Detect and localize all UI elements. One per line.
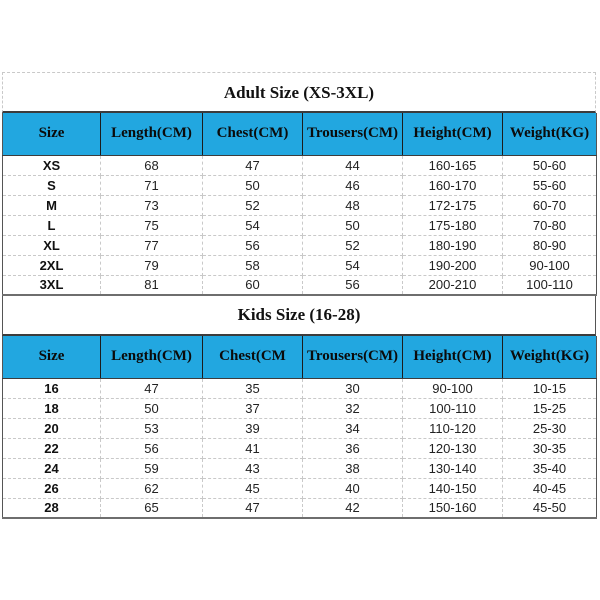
table-cell: 40-45 (503, 478, 597, 498)
table-cell: 18 (3, 398, 101, 418)
table-cell: 53 (101, 418, 203, 438)
table-row (3, 215, 597, 235)
table-cell: 81 (101, 275, 203, 295)
table-cell: 34 (303, 418, 403, 438)
table-cell: 3XL (3, 275, 101, 295)
table-cell: 47 (101, 378, 203, 398)
table-row (3, 195, 597, 215)
table-cell: 42 (303, 498, 403, 518)
table-cell: 26 (3, 478, 101, 498)
table-cell: 47 (203, 155, 303, 175)
table-cell: 35-40 (503, 458, 597, 478)
table-cell: 73 (101, 195, 203, 215)
table-cell: 56 (203, 235, 303, 255)
kids-table-head (3, 336, 597, 378)
table-cell: 30-35 (503, 438, 597, 458)
table-cell: XL (3, 235, 101, 255)
table-cell: 39 (203, 418, 303, 438)
table-cell: 25-30 (503, 418, 597, 438)
adult-table-title: Adult Size (XS-3XL) (2, 72, 596, 113)
kids-table-title: Kids Size (16-28) (2, 296, 596, 336)
table-cell: 172-175 (403, 195, 503, 215)
table-cell: 46 (303, 175, 403, 195)
table-cell: 77 (101, 235, 203, 255)
header-row (3, 113, 597, 155)
table-cell: L (3, 215, 101, 235)
table-cell: 75 (101, 215, 203, 235)
column-header: Weight(KG) (503, 113, 597, 155)
table-cell: 55-60 (503, 175, 597, 195)
table-row (3, 155, 597, 175)
table-cell: 130-140 (403, 458, 503, 478)
column-header: Height(CM) (403, 113, 503, 155)
table-cell: 50-60 (503, 155, 597, 175)
table-cell: 200-210 (403, 275, 503, 295)
table-cell: 52 (303, 235, 403, 255)
table-cell: 48 (303, 195, 403, 215)
table-cell: 56 (101, 438, 203, 458)
table-cell: 56 (303, 275, 403, 295)
table-cell: 100-110 (403, 398, 503, 418)
column-header: Chest(CM (203, 336, 303, 378)
table-cell: 90-100 (403, 378, 503, 398)
column-header: Length(CM) (101, 113, 203, 155)
table-cell: 16 (3, 378, 101, 398)
table-cell: 150-160 (403, 498, 503, 518)
table-cell: 40 (303, 478, 403, 498)
table-cell: 10-15 (503, 378, 597, 398)
table-cell: M (3, 195, 101, 215)
table-cell: 47 (203, 498, 303, 518)
adult-table-body (3, 155, 597, 295)
table-cell: 80-90 (503, 235, 597, 255)
table-cell: 70-80 (503, 215, 597, 235)
table-cell: 54 (303, 255, 403, 275)
size-chart (2, 72, 596, 519)
table-cell: 90-100 (503, 255, 597, 275)
column-header: Trousers(CM) (303, 113, 403, 155)
table-row (3, 235, 597, 255)
kids-table-body (3, 378, 597, 518)
table-cell: 50 (101, 398, 203, 418)
table-cell: 22 (3, 438, 101, 458)
table-row (3, 438, 597, 458)
table-cell: 58 (203, 255, 303, 275)
column-header: Length(CM) (101, 336, 203, 378)
table-row (3, 275, 597, 295)
table-cell: 62 (101, 478, 203, 498)
adult-table-head (3, 113, 597, 155)
table-row (3, 255, 597, 275)
table-cell: 37 (203, 398, 303, 418)
adult-size-table (2, 113, 597, 296)
table-cell: 110-120 (403, 418, 503, 438)
table-cell: 52 (203, 195, 303, 215)
table-cell: 100-110 (526, 277, 573, 293)
table-cell: 28 (3, 498, 101, 518)
table-cell: 71 (101, 175, 203, 195)
table-cell: 59 (101, 458, 203, 478)
table-cell: 24 (3, 458, 101, 478)
table-cell: 175-180 (403, 215, 503, 235)
table-cell: 20 (3, 418, 101, 438)
table-cell: 68 (101, 155, 203, 175)
table-row (3, 458, 597, 478)
table-cell: 50 (203, 175, 303, 195)
column-header: Weight(KG) (503, 336, 597, 378)
table-cell: 2XL (3, 255, 101, 275)
table-cell: 120-130 (403, 438, 503, 458)
column-header: Size (3, 336, 101, 378)
table-cell: 36 (303, 438, 403, 458)
table-cell: 60 (203, 275, 303, 295)
column-header: Height(CM) (403, 336, 503, 378)
table-cell: 45-50 (532, 500, 567, 516)
column-header: Size (3, 113, 101, 155)
table-row (3, 418, 597, 438)
header-row (3, 336, 597, 378)
table-row (3, 378, 597, 398)
table-cell: 180-190 (403, 235, 503, 255)
table-row (3, 175, 597, 195)
table-cell: 43 (203, 458, 303, 478)
column-header: Chest(CM) (203, 113, 303, 155)
table-cell: 50 (303, 215, 403, 235)
table-cell: 32 (303, 398, 403, 418)
table-cell: S (3, 175, 101, 195)
table-cell: 160-170 (403, 175, 503, 195)
table-cell: 79 (101, 255, 203, 275)
table-cell: 160-165 (403, 155, 503, 175)
kids-size-table (2, 336, 597, 519)
table-row (3, 478, 597, 498)
table-cell: 54 (203, 215, 303, 235)
table-cell: 44 (303, 155, 403, 175)
table-cell: 140-150 (403, 478, 503, 498)
table-cell: XS (3, 155, 101, 175)
table-cell: 38 (303, 458, 403, 478)
table-cell: 30 (303, 378, 403, 398)
table-cell: 35 (203, 378, 303, 398)
table-cell: 41 (203, 438, 303, 458)
table-cell: 45 (203, 478, 303, 498)
table-cell: 65 (101, 498, 203, 518)
column-header: Trousers(CM) (303, 336, 403, 378)
table-cell: 15-25 (503, 398, 597, 418)
table-row (3, 498, 597, 518)
table-row (3, 398, 597, 418)
table-cell: 190-200 (403, 255, 503, 275)
table-cell: 60-70 (503, 195, 597, 215)
